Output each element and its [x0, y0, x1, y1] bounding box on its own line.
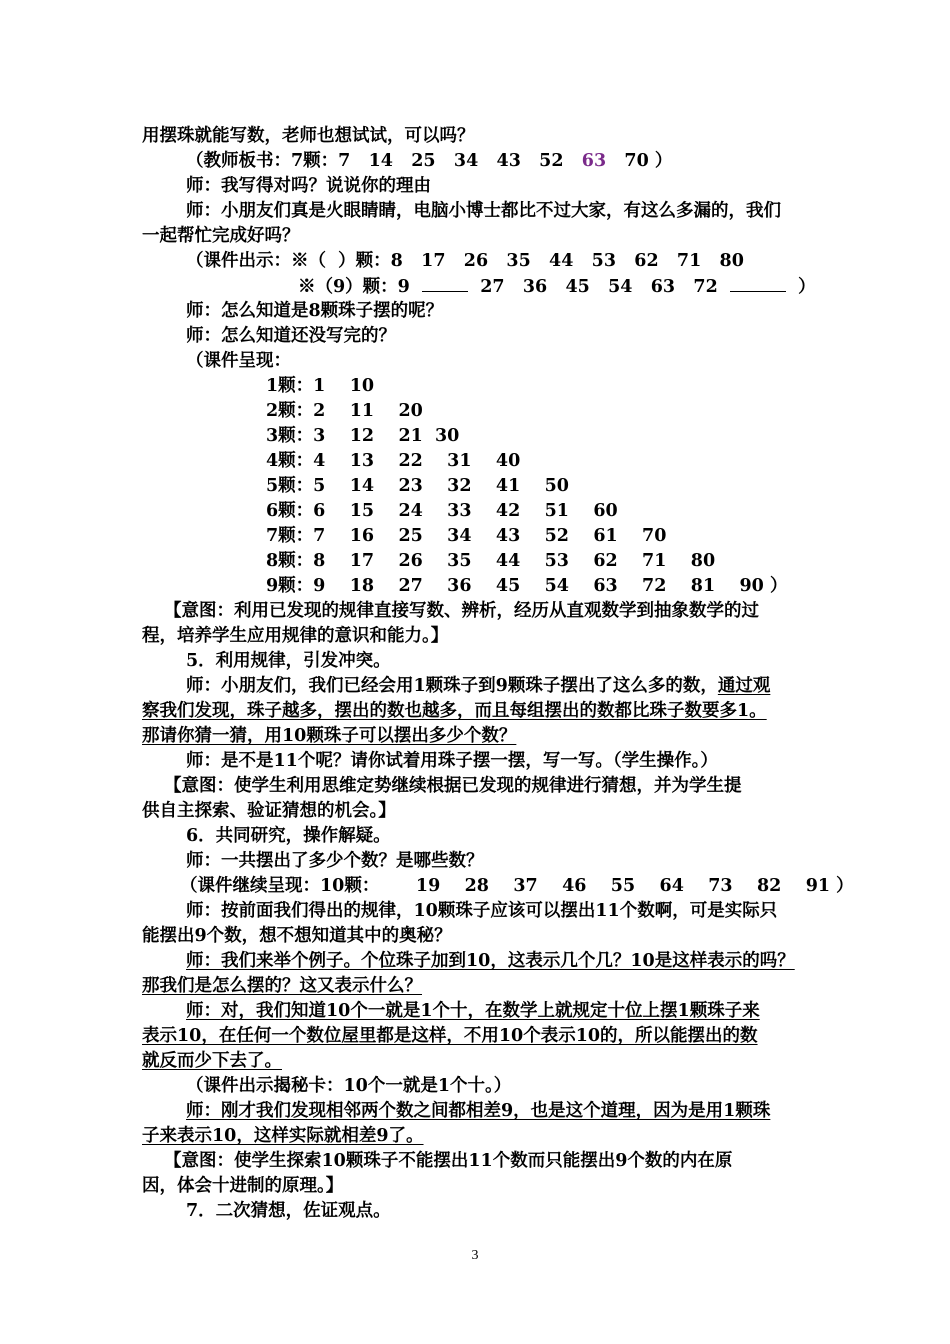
text-line: 就反而少下去了。	[142, 1051, 282, 1071]
text-line: 师：怎么知道还没写完的？	[186, 326, 396, 346]
table-row: 3颗：3 12 21 30	[266, 426, 460, 446]
text-line: 子来表示10，这样实际就相差9了。	[142, 1126, 424, 1146]
blank-line	[730, 274, 786, 292]
table-row: 7颗：7 16 25 34 43 52 61 70	[266, 526, 667, 546]
table-row: 5颗：5 14 23 32 41 50	[266, 476, 569, 496]
intent-note: 程，培养学生应用规律的意识和能力。】	[142, 626, 449, 646]
table-row: 9颗：9 18 27 36 45 54 63 72 81 90 ）	[266, 576, 788, 596]
text-line: 师：我们来举个例子。个位珠子加到10，这表示几个几？10是这样表示的吗？	[186, 951, 795, 971]
text-line: 师：怎么知道是8颗珠子摆的呢？	[186, 301, 444, 321]
section-heading: 7．二次猜想，佐证观点。	[186, 1201, 391, 1221]
text-line: 能摆出9个数，想不想知道其中的奥秘？	[142, 926, 452, 946]
text-line: （课件呈现：	[186, 351, 291, 371]
text-line: ※（9）颗：9 27 36 45 54 63 72 ）	[298, 274, 816, 299]
text-line: （课件出示：※（ ）颗：8 17 26 35 44 53 62 71 80	[186, 251, 744, 271]
text-line: 那我们是怎么摆的？这又表示什么？	[142, 976, 422, 996]
highlighted-number: 63	[581, 151, 607, 171]
text-line: （教师板书：7颗：7 14 25 34 43 52 63 70 ）	[186, 151, 673, 171]
page-number: 3	[471, 1248, 479, 1263]
text-line: （课件继续呈现：10颗： 19 28 37 46 55 64 73 82 91 ）	[180, 876, 854, 896]
intent-note: 因，体会十进制的原理。】	[142, 1176, 344, 1196]
text-line: 师：小朋友们真是火眼睛睛，电脑小博士都比不过大家，有这么多漏的，我们	[186, 201, 781, 221]
section-heading: 5．利用规律，引发冲突。	[186, 651, 391, 671]
table-row: 1颗：1 10	[266, 376, 375, 396]
table-row: 8颗：8 17 26 35 44 53 62 71 80	[266, 551, 716, 571]
text-line: 师：刚才我们发现相邻两个数之间都相差9，也是这个道理，因为是用1颗珠	[186, 1101, 771, 1121]
text-line: 表示10，在任何一个数位屋里都是这样，不用10个表示10的，所以能摆出的数	[142, 1026, 758, 1046]
text-line: 用摆珠就能写数，老师也想试试，可以吗？	[142, 126, 475, 146]
intent-note: 供自主探索、验证猜想的机会。】	[142, 801, 396, 821]
intent-note: 【意图：利用已发现的规律直接写数、辨析，经历从直观数学到抽象数学的过	[164, 601, 759, 621]
blank-line	[422, 274, 468, 292]
intent-note: 【意图：使学生利用思维定势继续根据已发现的规律进行猜想，并为学生提	[164, 776, 742, 796]
table-row: 2颗：2 11 20	[266, 401, 423, 421]
section-heading: 6．共同研究，操作解疑。	[186, 826, 391, 846]
text-line: 察我们发现，珠子越多，摆出的数也越多，而且每组摆出的数都比珠子数要多1。	[142, 701, 767, 721]
text-line: 师：小朋友们，我们已经会用1颗珠子到9颗珠子摆出了这么多的数，通过观	[186, 676, 771, 696]
text-line: 那请你猜一猜，用10颗珠子可以摆出多少个数？	[142, 726, 517, 746]
text-line: 师：我写得对吗？说说你的理由	[186, 176, 431, 196]
text-line: 一起帮忙完成好吗？	[142, 226, 300, 246]
text-line: 师：按前面我们得出的规律，10颗珠子应该可以摆出11个数啊，可是实际只	[186, 901, 778, 921]
table-row: 6颗：6 15 24 33 42 51 60	[266, 501, 618, 521]
text-line: 师：是不是11个呢？请你试着用珠子摆一摆，写一写。（学生操作。）	[186, 751, 718, 771]
text-line: 师：一共摆出了多少个数？是哪些数？	[186, 851, 484, 871]
text-line: 师：对，我们知道10个一就是1个十，在数学上就规定十位上摆1颗珠子来	[186, 1001, 760, 1021]
table-row: 4颗：4 13 22 31 40	[266, 451, 521, 471]
intent-note: 【意图：使学生探索10颗珠子不能摆出11个数而只能摆出9个数的内在原	[164, 1151, 733, 1171]
text-line: （课件出示揭秘卡：10个一就是1个十。）	[186, 1076, 512, 1096]
